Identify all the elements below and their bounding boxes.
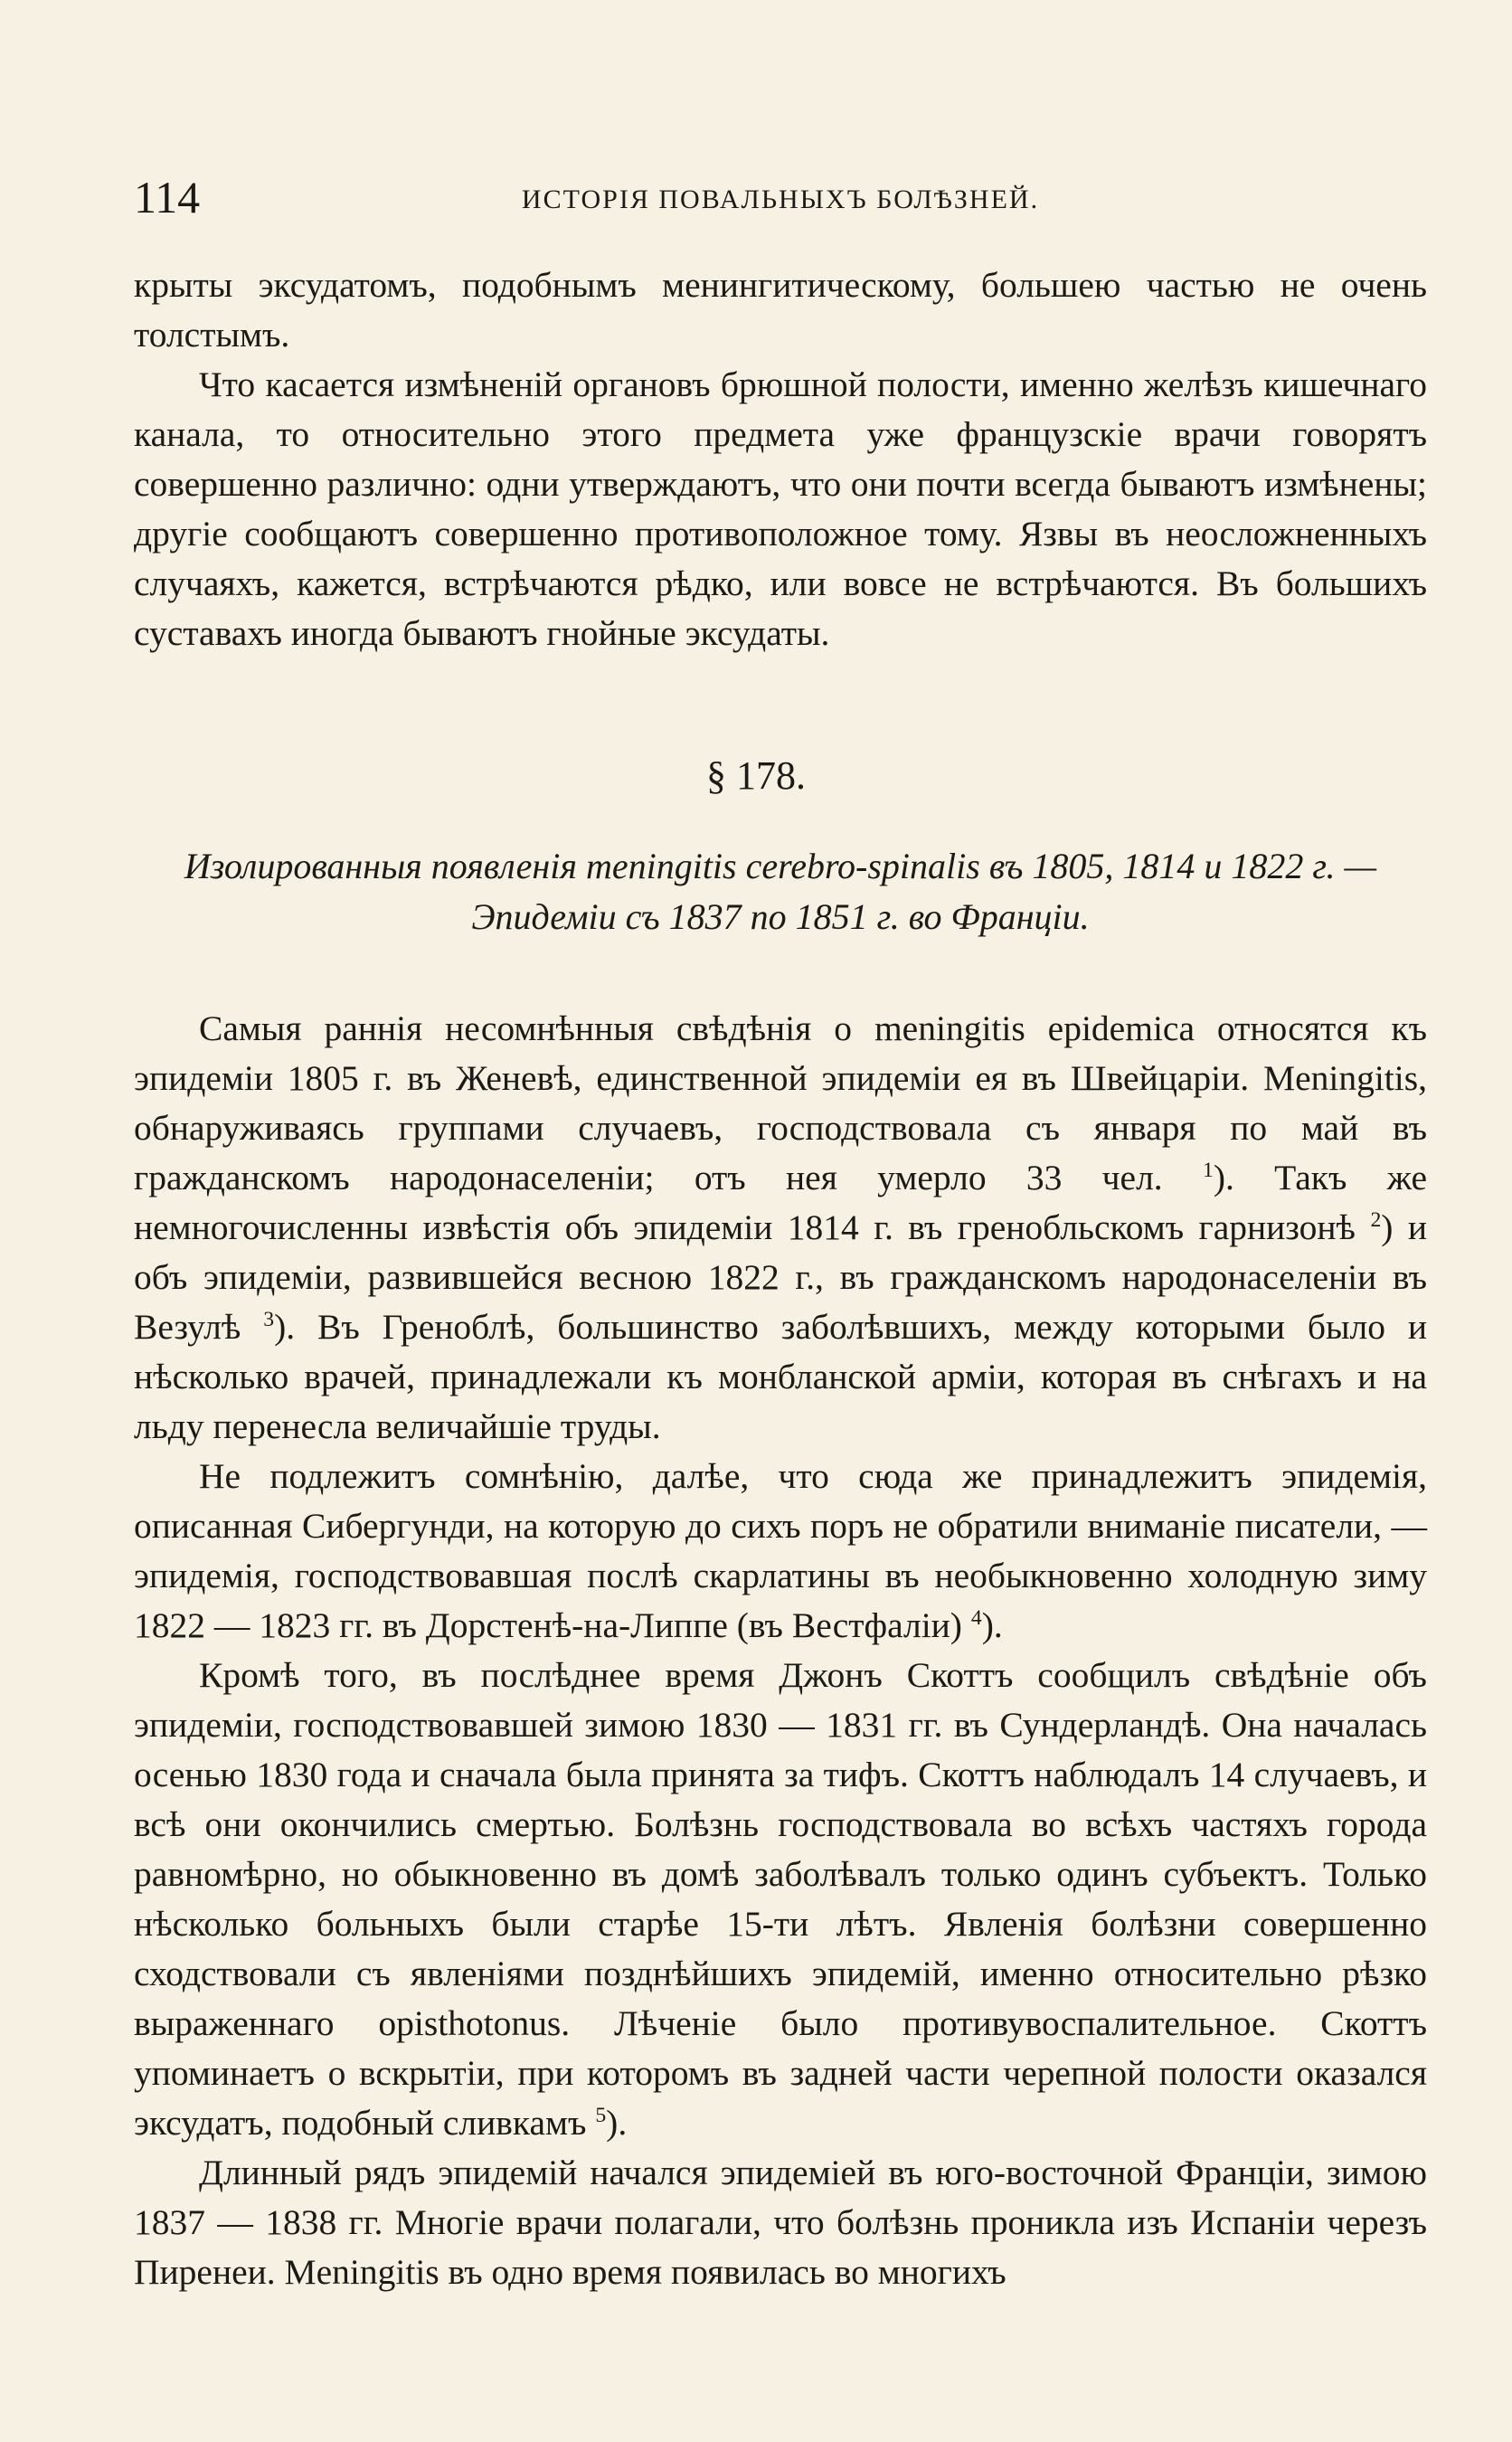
paragraph: Длинный рядъ эпидемій начался эпидеміей въ юго-восточной Франціи, зимою 1837 — 1838 гг. Многіе врачи полагали, что болѣзнь проникла изъ Испаніи черезъ Пиренеи. Meningitis въ одно время появилась во многихъ bbox=[134, 2153, 1427, 2292]
footnote-ref[interactable]: 4 bbox=[970, 1605, 982, 1630]
text-run: Кромѣ того, въ послѣднее время Джонъ Скоттъ сообщилъ свѣдѣніе объ эпидеміи, господствовавшей зимою 1830 — 1831 гг. въ Сундерландѣ. Она началась осенью 1830 года и сначала была принята за тифъ. Скоттъ наблюдалъ 14 случаевъ, и всѣ они окончились смертью. Болѣзнь господствовала во всѣхъ частяхъ города равномѣрно, но обыкновенно въ домѣ заболѣвалъ только одинъ субъектъ. Только нѣсколько больныхъ были старѣе 15-ти лѣтъ. Явленія болѣзни совершенно сходствовали съ явленіями позднѣйшихъ эпидемій, именно относительно рѣзко выраженнаго opisthotonus. Лѣченіе было противувоспалительное. Скоттъ упоминаетъ о вскрытіи, при которомъ въ задней части черепной полости оказался эксудатъ, подобный сливкамъ bbox=[134, 1655, 1427, 2143]
section-number: § 178. bbox=[706, 753, 806, 798]
top-text-block bbox=[134, 260, 1427, 658]
text-run: ). bbox=[606, 2103, 628, 2143]
running-head: ИСТОРІЯ ПОВАЛЬНЫХЪ БОЛѢЗНЕЙ. bbox=[521, 185, 1040, 214]
footnote-ref[interactable]: 3 bbox=[263, 1307, 275, 1331]
paragraph bbox=[134, 1004, 1427, 1452]
text-run: Самыя раннія несомнѣнныя свѣдѣнія о meningitis epidemica относятся къ эпидеміи 1805 г. въ Женевѣ, единственной эпидеміи ея въ Швейцаріи. Meningitis, обнаруживаясь группами случаевъ, господствовала съ января по май въ гражданскомъ народонаселеніи; отъ нея умерло 33 чел. bbox=[134, 1008, 1427, 1197]
footnote-ref[interactable]: 1 bbox=[1202, 1158, 1214, 1182]
footnote-ref[interactable]: 5 bbox=[595, 2103, 607, 2127]
text-run: ). Такъ же немногочисленны извѣстія объ эпидеміи 1814 г. въ гренобльскомъ гарнизонѣ bbox=[134, 1158, 1428, 1247]
text-run: ). bbox=[981, 1605, 1003, 1645]
section-title: Изолированныя появленія meningitis cerebro-spinalis въ 1805, 1814 и 1822 г. — Эпидеміи съ 1837 по 1851 г. во Франціи. bbox=[184, 846, 1377, 937]
body-text-block bbox=[134, 1004, 1427, 2297]
footnote-ref[interactable]: 2 bbox=[1370, 1207, 1382, 1232]
text-run: ). Въ Гренoблѣ, большинство заболѣвшихъ, между которыми было и нѣсколько врачей, принадлежали къ монбланской арміи, которая въ снѣгахъ и на льду перенесла величайшіе труды. bbox=[134, 1307, 1427, 1446]
page-number: 114 bbox=[134, 172, 201, 222]
paragraph: крыты эксудатомъ, подобнымъ менингитическому, большею частью не очень толстымъ. bbox=[134, 265, 1427, 355]
paragraph bbox=[134, 1651, 1427, 2148]
paragraph bbox=[134, 1452, 1427, 1651]
page-header bbox=[134, 170, 1427, 224]
text-run: ) и объ эпидеміи, развившейся весною 1822 г., въ гражданскомъ народонаселеніи въ Везулѣ bbox=[134, 1207, 1427, 1347]
paragraph: Что касается измѣненій органовъ брюшной полости, именно желѣзъ кишечнаго канала, то относительно этого предмета уже французскіе врачи говорятъ совершенно различно: одни утверждаютъ, что они почти всегда бываютъ измѣнены; другіе сообщаютъ совершенно противоположное тому. Язвы въ неосложненныхъ случаяхъ, кажется, встрѣчаются рѣдко, или вовсе не встрѣчаются. Въ большихъ суставахъ иногда бываютъ гнойные эксудаты. bbox=[134, 364, 1427, 653]
text-run: Не подлежитъ сомнѣнію, далѣе, что сюда же принадлежитъ эпидемія, описанная Сибергунди, на которую до сихъ поръ не обратили вниманіе писатели, — эпидемія, господствовавшая послѣ скарлатины въ необыкновенно холодную зиму 1822 — 1823 гг. въ Дорстенѣ-на-Липпе (въ Вестфаліи) bbox=[134, 1456, 1427, 1645]
